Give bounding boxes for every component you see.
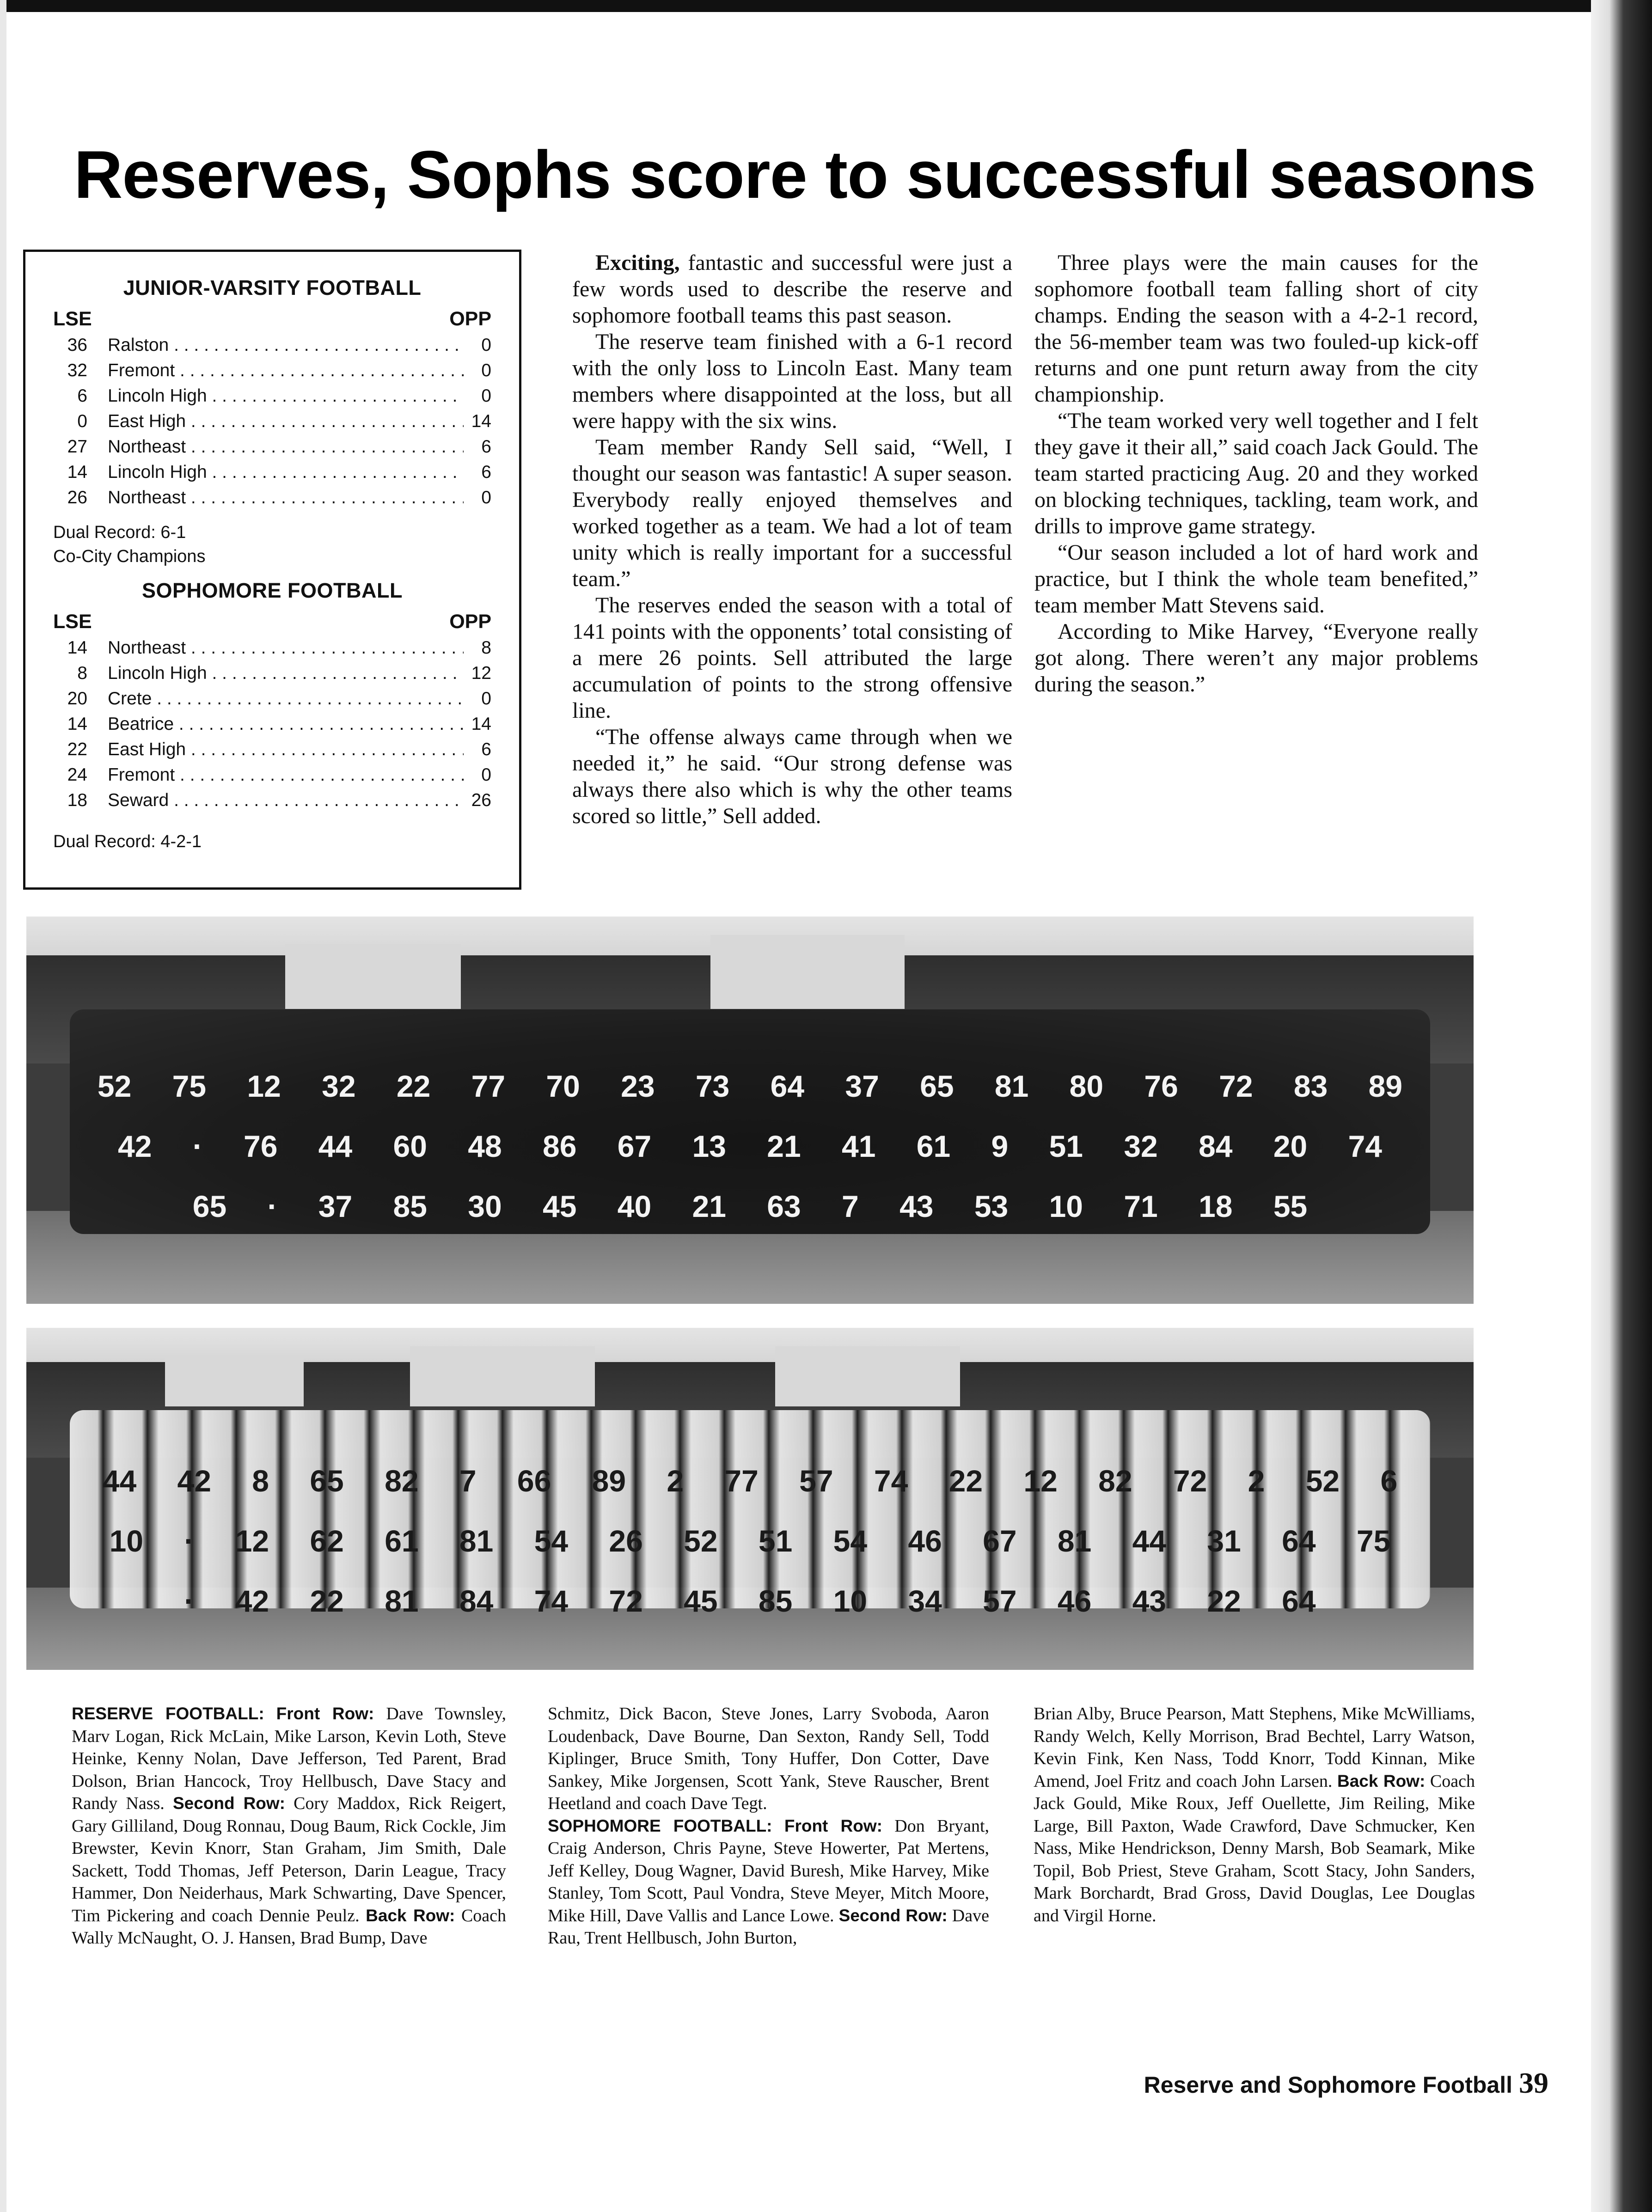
game-row: 18 Seward . . . 26 <box>86 788 491 813</box>
game-row: 24 Fremont . . . 0 <box>86 762 491 788</box>
story-paragraph: “The team worked very well together and I felt they gave it their all,” said coach Jack Gould. The team started practicing Aug. 20 and they worked on blocking techniques, tackling, team work, and drills to improve game strategy. <box>1034 409 1478 538</box>
caption-column-3: Brian Alby, Bruce Pearson, Matt Stephens, Mike McWilliams, Randy Welch, Kelly Morrison, Brad Bechtel, Larry Watson, Kevin Fink, Ken Nass, Todd Knorr, Todd Kinnan, Mike Amend, Joel Fritz and coach John Larsen. Back Row: Coach Jack Gould, Mike Roux, Jeff Ouellette, Jim Reiling, Mike Large, Bill Paxton, Wade Crawford, Dave Schmucker, Ken Nass, Mike Hendrickson, Denny Marsh, Bob Seamark, Mike Topil, Bob Priest, Steve Graham, Scott Stacy, John Sanders, Mark Borchardt, Brad Gross, David Douglas, Lee Douglas and Virgil Horne. <box>1034 1704 1475 1925</box>
game-row: 36 Ralston . . . 0 <box>86 332 491 358</box>
page-left-edge <box>0 0 6 2212</box>
story-lead-in: Exciting, <box>595 251 680 275</box>
story-column-2 <box>1034 250 1478 697</box>
game-row: 6 Lincoln High . . . 0 <box>86 383 491 409</box>
story-paragraph: Three plays were the main causes for the sophomore football team falling short of city champs. Ending the season with a 4-2-1 record, the 56-member team was two fouled-up kick-off returns and one punt return away from the city championship. <box>1034 251 1478 407</box>
page-number: 39 <box>1519 2066 1548 2099</box>
jersey-numbers: 44 42 8 65 82 7 66 89 2 77 57 74 22 12 82 72 2 52 6 10 · 12 62 61 81 54 26 52 51 54 46 67 81 44 31 64 75 · 42 22 81 84 74 72 45 85 10 34 57 46 43 22 64 <box>102 1464 1398 1619</box>
page-top-edge <box>0 0 1652 12</box>
soph-title: SOPHOMORE FOOTBALL <box>142 579 403 602</box>
story-paragraph: According to Mike Harvey, “Everyone really got along. There weren’t any major problems during the season.” <box>1034 619 1478 697</box>
game-row: 22 East High . . . 6 <box>86 737 491 762</box>
story-paragraph: “Our season included a lot of hard work and practice, but I think the whole team benefited,” team member Matt Stevens said. <box>1034 540 1478 617</box>
story-paragraph: “The offense always came through when we needed it,” he said. “Our strong defense was always there also which is why the other teams scored so little,” Sell added. <box>572 725 1012 828</box>
soph-column-headers <box>53 608 491 635</box>
game-row: 20 Crete . . . 0 <box>86 686 491 711</box>
story-paragraph: Team member Randy Sell said, “Well, I thought our season was fantastic! A super season. Everybody really enjoyed themselves and worked together as a team. We had a lot of team unity which is really important for a successful team.” <box>572 435 1012 591</box>
footer-section-title: Reserve and Sophomore Football <box>1144 2072 1512 2098</box>
reserve-team-photo <box>26 917 1474 1304</box>
jv-note: Co-City Champions <box>53 547 206 566</box>
story-paragraph: Exciting, fantastic and successful were just a few words used to describe the reserve and sophomore football teams this past season. <box>572 251 1012 328</box>
story-paragraph: The reserve team finished with a 6-1 record with the only loss to Lincoln East. Many team members where disappointed at the loss, but all were happy with the six wins. <box>572 330 1012 433</box>
jv-record: Dual Record: 6-1 <box>53 523 186 542</box>
game-row: 8 Lincoln High . . . 12 <box>86 660 491 686</box>
game-row: 26 Northeast . . . 0 <box>86 485 491 510</box>
caption-column-1: RESERVE FOOTBALL: Front Row: Dave Townsley, Marv Logan, Rick McLain, Mike Larson, Kevin Loth, Steve Heinke, Kenny Nolan, Dave Jefferson, Ted Parent, Brad Dolson, Brian Hancock, Troy Hellbusch, Dave Stacy and Randy Nass. Second Row: Cory Maddox, Rick Reigert, Gary Gilliland, Doug Ronnau, Doug Baum, Rick Cockle, Jim Brewster, Kevin Knorr, Stan Graham, Jim Smith, Dale Sackett, Todd Thomas, Jeff Peterson, Darin League, Tracy Hammer, Don Neiderhaus, Mark Schwarting, Dave Spencer, Tim Pickering and coach Dennie Peulz. Back Row: Coach Wally McNaught, O. J. Hansen, Brad Bump, Dave <box>72 1704 507 1948</box>
story-paragraph: The reserves ended the season with a total of 141 points with the opponents’ total consisting of a mere 26 points. Sell attributed the large accumulation of points to the strong offensive line. <box>572 593 1012 723</box>
page-binding-edge <box>1591 0 1652 2212</box>
game-row: 14 Lincoln High . . . 6 <box>86 459 491 485</box>
game-row: 32 Fremont . . . 0 <box>86 358 491 383</box>
jv-column-headers <box>53 306 491 332</box>
page-footer <box>1086 2066 1548 2100</box>
game-row: 14 Beatrice . . . 14 <box>86 711 491 737</box>
story-column-1 <box>572 250 1012 829</box>
game-row: 27 Northeast . . . 6 <box>86 434 491 459</box>
jv-opp-header: OPP <box>449 308 491 330</box>
jv-lse-header: LSE <box>53 308 92 330</box>
soph-opp-header: OPP <box>449 611 491 633</box>
game-row: 0 East High . . . 14 <box>86 409 491 434</box>
game-row: 14 Northeast . . . 8 <box>86 635 491 660</box>
soph-lse-header: LSE <box>53 611 92 633</box>
scoreboard-box <box>23 250 521 890</box>
jersey-numbers: 52 75 12 32 22 77 70 23 73 64 37 65 81 80 76 72 83 89 42 · 76 44 60 48 86 67 13 21 41 61 9 51 32 84 20 74 65 · 37 85 30 45 40 21 63 7 43 53 10 71 18 55 <box>97 1069 1403 1223</box>
sophomore-team-photo <box>26 1328 1474 1670</box>
soph-record: Dual Record: 4-2-1 <box>53 832 202 851</box>
headline: Reserves, Sophs score to successful seasons <box>74 137 1536 212</box>
caption-column-2: Schmitz, Dick Bacon, Steve Jones, Larry Svoboda, Aaron Loudenback, Dave Bourne, Dan Sexton, Randy Sell, Todd Kiplinger, Bruce Smith, Tony Huffer, Don Cotter, Dave Sankey, Mike Jorgensen, Scott Yank, Steve Rauscher, Brent Heetland and coach Dave Tegt. SOPHOMORE FOOTBALL: Front Row: Don Bryant, Craig Anderson, Chris Payne, Steve Howerter, Pat Mertens, Jeff Kelley, Doug Wagner, David Buresh, Mike Harvey, Mike Stanley, Tom Scott, Paul Vondra, Steve Meyer, Mitch Moore, Mike Hill, Dave Vallis and Lance Lowe. Second Row: Dave Rau, Trent Hellbusch, John Burton, <box>548 1704 989 1948</box>
jv-title: JUNIOR-VARSITY FOOTBALL <box>123 276 422 299</box>
